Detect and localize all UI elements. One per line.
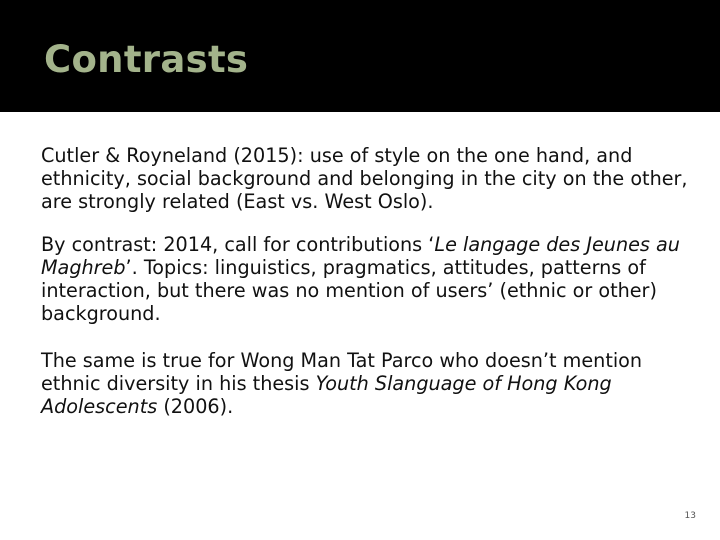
paragraph-text: By contrast: 2014, call for contributions ‘: [41, 233, 435, 256]
paragraph-text: (2006).: [157, 395, 234, 418]
journal-title-italic: Le langage des Jeunes au Maghreb: [41, 233, 680, 279]
paragraph: [41, 349, 691, 418]
slide-title: Contrasts: [44, 38, 249, 81]
slide-number: 13: [684, 511, 696, 521]
title-bar: [0, 0, 720, 112]
paragraph-text: Cutler & Royneland (2015): use of style on the one hand, and ethnicity, social background and belonging in the city on the other, are strongly related (East vs. West Oslo).: [41, 144, 688, 213]
slide-content: [41, 144, 691, 438]
thesis-title-italic: Youth Slanguage of Hong Kong Adolescents: [41, 372, 612, 418]
paragraph: [41, 233, 691, 325]
paragraph-text: ’. Topics: linguistics, pragmatics, attitudes, patterns of interaction, but there was no mention of users’ (ethnic or other) background.: [41, 256, 657, 325]
paragraph-text: The same is true for Wong Man Tat Parco who doesn’t mention ethnic diversity in his thesis: [41, 349, 643, 395]
paragraph: [41, 144, 691, 213]
